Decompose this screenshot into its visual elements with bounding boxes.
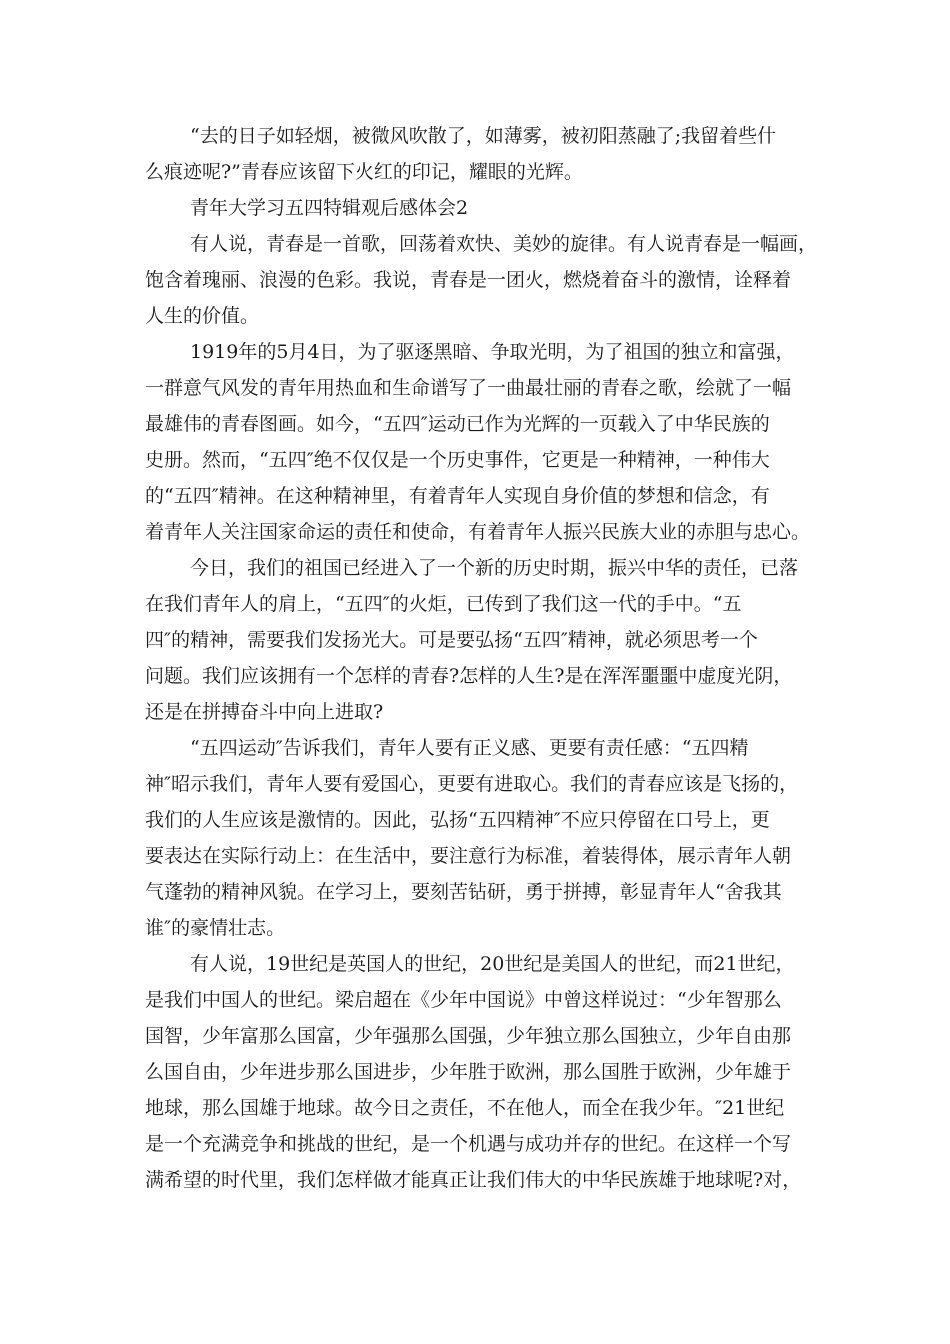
- text-line: 么痕迹呢?”青春应该留下火红的印记，耀眼的光辉。: [145, 161, 583, 183]
- text-line: 饱含着瑰丽、浪漫的色彩。我说，青春是一团火，燃烧着奋斗的激情，诠释着: [145, 269, 792, 291]
- text-line: 问题。我们应该拥有一个怎样的青春?怎样的人生?是在浑浑噩噩中虚度光阴，: [145, 665, 793, 687]
- section-heading: 青年大学习五四特辑观后感体会2: [190, 197, 469, 219]
- text-line: 着青年人关注国家命运的责任和使命，有着青年人振兴民族大业的赤胆与忠心。: [145, 521, 811, 543]
- text-line: 谁″的豪情壮志。: [145, 917, 286, 939]
- text-line: 神″昭示我们，青年人要有爱国心，更要有进取心。我们的青春应该是飞扬的，: [145, 773, 799, 795]
- text-line: 的“五四″精神。在这种精神里，有着青年人实现自身价值的梦想和信念，有: [145, 485, 770, 507]
- text-line: 要表达在实际行动上：在生活中，要注意行为标准，着装得体，展示青年人朝: [145, 845, 792, 867]
- text-line: “去的日子如轻烟，被微风吹散了，如薄雾，被初阳蒸融了;我留着些什: [190, 125, 777, 147]
- text-line: 今日，我们的祖国已经进入了一个新的历史时期，振兴中华的责任，已落: [190, 557, 799, 579]
- text-line: 有人说，19世纪是英国人的世纪，20世纪是美国人的世纪，而21世纪，: [190, 953, 795, 975]
- text-line: 我们的人生应该是激情的。因此，弘扬“五四精神″不应只停留在口号上，更: [145, 809, 770, 831]
- text-line: 满希望的时代里，我们怎样做才能真正让我们伟大的中华民族雄于地球呢?对，: [145, 1169, 802, 1191]
- text-line: “五四运动″告诉我们，青年人要有正义感、更要有责任感：“五四精: [190, 737, 749, 759]
- text-line: 是一个充满竞争和挑战的世纪，是一个机遇与成功并存的世纪。在这样一个写: [145, 1133, 792, 1155]
- text-line: 地球，那么国雄于地球。故今日之责任，不在他人，而全在我少年。″21世纪: [145, 1097, 785, 1119]
- text-line: 么国自由，少年进步那么国进步，少年胜于欧洲，那么国胜于欧洲，少年雄于: [145, 1061, 792, 1083]
- text-line: 气蓬勃的精神风貌。在学习上，要刻苦钻研，勇于拼搏，彰显青年人“舍我其: [145, 881, 782, 903]
- text-line: 有人说，青春是一首歌，回荡着欢快、美妙的旋律。有人说青春是一幅画，: [190, 233, 818, 255]
- text-line: 人生的价值。: [145, 305, 260, 327]
- text-line: 还是在拼搏奋斗中向上进取?: [145, 701, 384, 723]
- text-line: 国智，少年富那么国富，少年强那么国强，少年独立那么国独立，少年自由那: [145, 1025, 792, 1047]
- text-line: 史册。然而，“五四″绝不仅仅是一个历史事件，它更是一种精神，一种伟大: [145, 449, 770, 471]
- text-line: 最雄伟的青春图画。如今，“五四″运动已作为光辉的一页载入了中华民族的: [145, 413, 770, 435]
- text-line: 1919年的5月4日，为了驱逐黑暗、争取光明，为了祖国的独立和富强，: [190, 341, 795, 363]
- text-line: 在我们青年人的肩上，“五四″的火炬，已传到了我们这一代的手中。“五: [145, 593, 742, 615]
- text-line: 一群意气风发的青年用热血和生命谱写了一曲最壮丽的青春之歌，绘就了一幅: [145, 377, 792, 399]
- text-line: 四″的精神，需要我们发扬光大。可是要弘扬“五四″精神，就必须思考一个: [145, 629, 758, 651]
- text-line: 是我们中国人的世纪。梁启超在《少年中国说》中曾这样说过：“少年智那么: [145, 989, 782, 1011]
